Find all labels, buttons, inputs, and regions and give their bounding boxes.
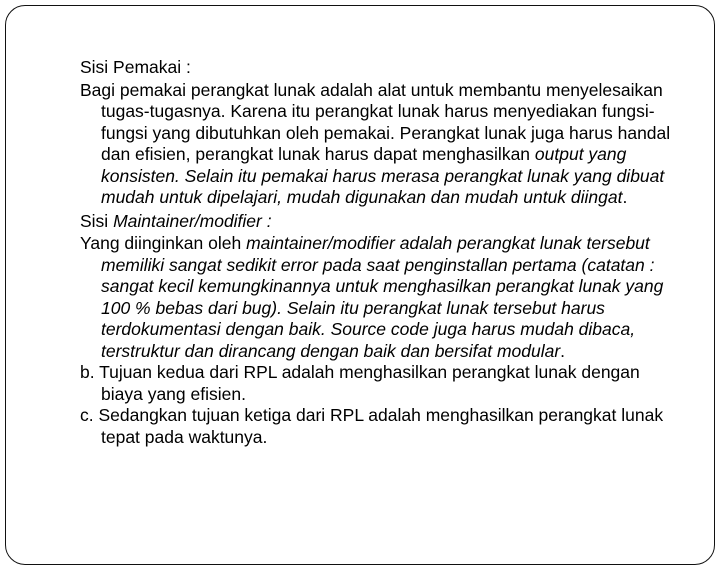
paragraph-tujuan-ketiga: c. Sedangkan tujuan ketiga dari RPL adalah menghasilkan perangkat lunak tepat pada waktunya.: [80, 405, 664, 447]
heading-sisi-maintainer: Sisi Maintainer/modifier :: [80, 210, 272, 231]
slide-content: [80, 55, 680, 448]
heading-sisi-pemakai: Sisi Pemakai :: [80, 57, 191, 77]
paragraph-pemakai: Bagi pemakai perangkat lunak adalah alat untuk membantu menyelesaikan tugas-tugasnya. Karena itu perangkat lunak harus menyediakan fungsi-fungsi yang dibutuhkan oleh pemakai. Perangkat lunak juga harus handal dan efisien, perangkat lunak harus dapat menghasilkan output yang konsisten. Selain itu pemakai harus merasa perangkat lunak yang dibuat mudah untuk dipelajari, mudah digunakan dan mudah untuk diingat.: [80, 79, 671, 207]
paragraph-tujuan-kedua: b. Tujuan kedua dari RPL adalah menghasilkan perangkat lunak dengan biaya yang efisien.: [80, 362, 640, 404]
paragraph-maintainer: Yang diinginkan oleh maintainer/modifier adalah perangkat lunak tersebut memiliki sangat sedikit error pada saat penginstallan pertama (catatan : sangat kecil kemungkinannya untuk menghasilkan perangkat lunak yang 100 % bebas dari bug). Selain itu perangkat lunak tersebut harus terdokumentasi dengan baik. Source code juga harus mudah dibaca, terstruktur dan dirancang dengan baik dan bersifat modular.: [80, 233, 664, 361]
